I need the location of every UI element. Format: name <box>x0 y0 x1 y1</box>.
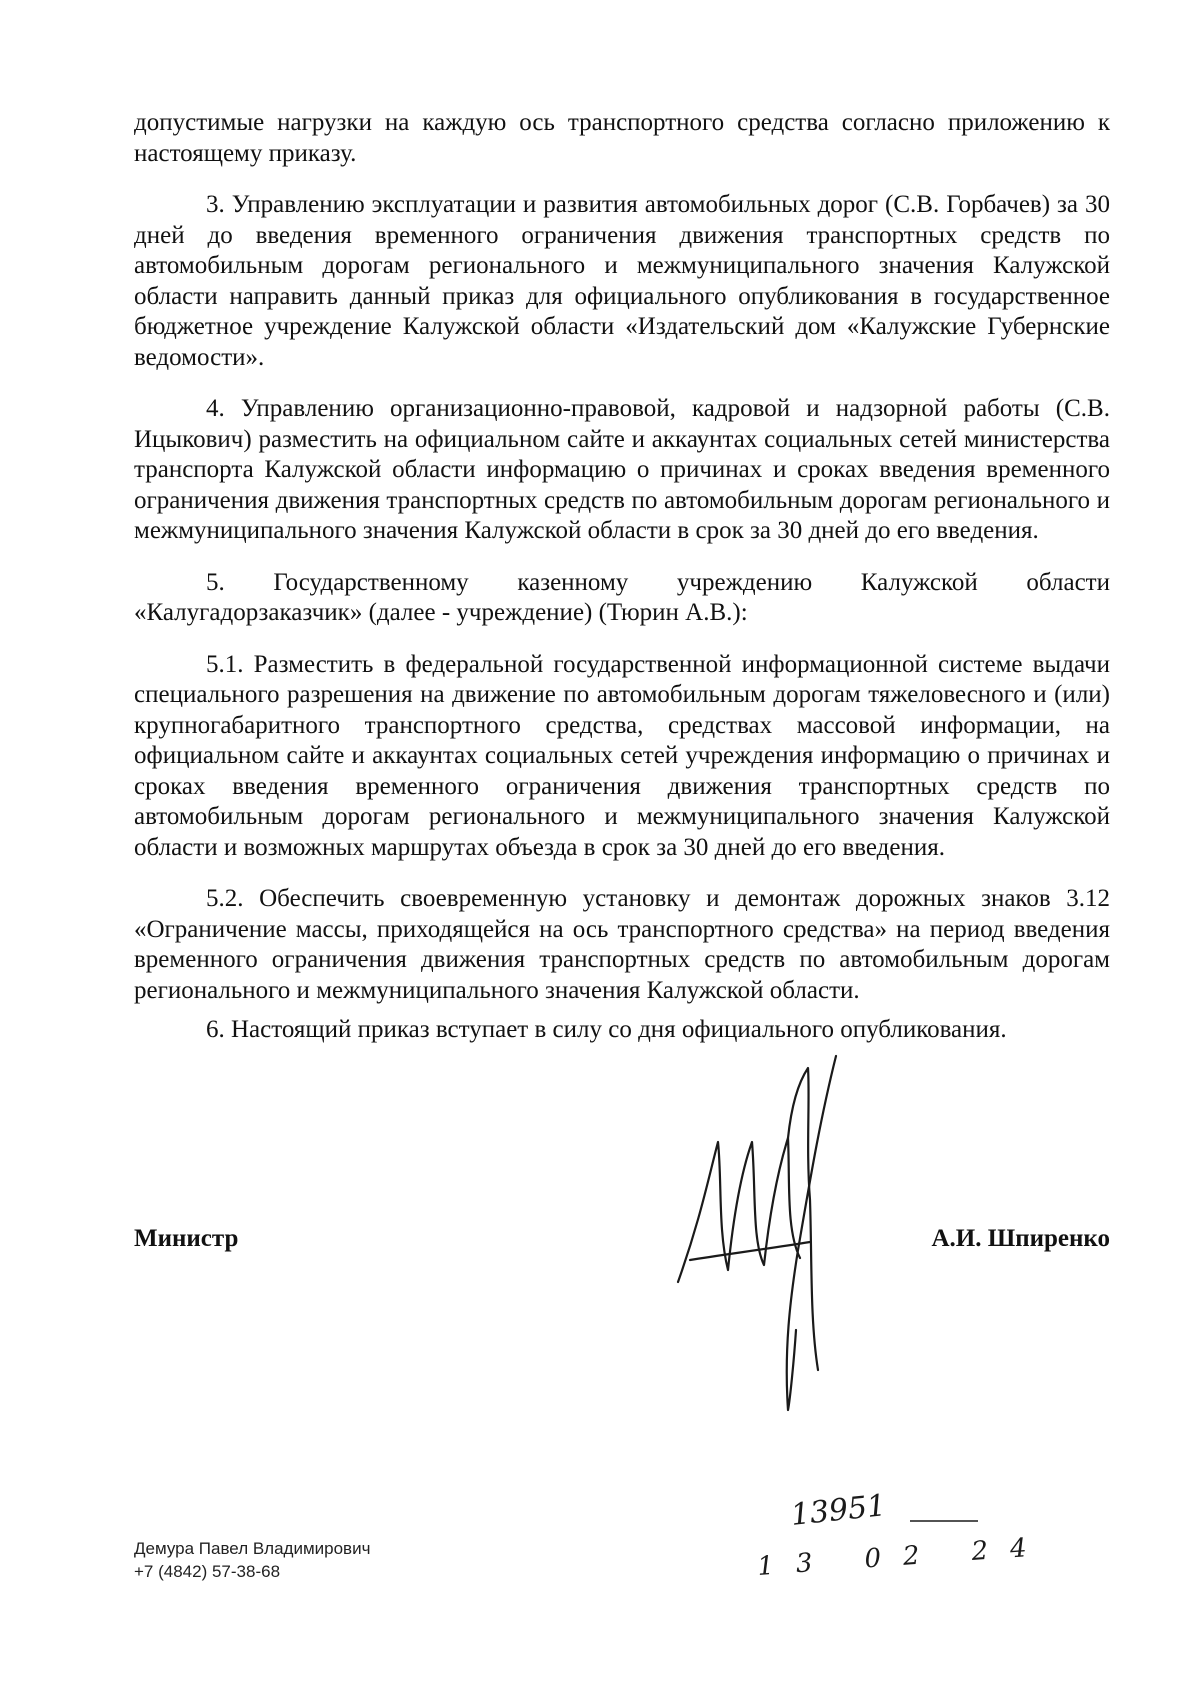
position-title: Министр <box>134 1225 239 1252</box>
registration-number: 13951 <box>789 1488 888 1533</box>
registration-date: 13 02 24 <box>756 1531 1050 1582</box>
paragraph-6: 6. Настоящий приказ вступает в силу со дня официального опубликования. <box>206 1016 1007 1043</box>
signer-name: А.И. Шпиренко <box>931 1225 1110 1252</box>
contact-name: Демура Павел Владимирович <box>134 1539 371 1558</box>
contact-phone: +7 (4842) 57-38-68 <box>134 1562 281 1581</box>
contact-info <box>134 1537 370 1583</box>
paragraph-continuation: допустимые нагрузки на каждую ось транспортного средства согласно приложению к настоящему приказу. <box>134 109 1110 167</box>
paragraph-5-2: 5.2. Обеспечить своевременную установку и демонтаж дорожных знаков 3.12 «Ограничение массы, приходящейся на ось транспортного средства» на период введения временного ограничения движения транспортных средств по автомобильным дорогам регионального и межмуниципального значения Калужской области. <box>134 885 1110 1004</box>
handwritten-registration-note <box>730 1485 1050 1585</box>
paragraph-4: 4. Управлению организационно-правовой, кадровой и надзорной работы (С.В. Ицыкович) разместить на официальном сайте и аккаунтах социальных сетей министерства транспорта Калужской области информацию о причинах и сроках введения временного ограничения движения транспортных средств по автомобильным дорогам регионального и межмуниципального значения Калужской области в срок за 30 дней до его введения. <box>134 395 1110 544</box>
handwritten-signature <box>660 1060 920 1420</box>
paragraph-5-1: 5.1. Разместить в федеральной государственной информационной системе выдачи специального разрешения на движение по автомобильным дорогам тяжеловесного и (или) крупногабаритного транспортного средства, средствах массовой информации, на официальном сайте и аккаунтах социальных сетей учреждения информацию о причинах и сроках введения временного ограничения движения транспортных средств по автомобильным дорогам регионального и межмуниципального значения Калужской области и возможных маршрутах объезда в срок за 30 дней до его введения. <box>134 650 1110 861</box>
paragraph-3: 3. Управлению эксплуатации и развития автомобильных дорог (С.В. Горбачев) за 30 дней до введения временного ограничения движения транспортных средств по автомобильным дорогам регионального и межмуниципального значения Калужской области направить данный приказ для официального опубликования в государственное бюджетное учреждение Калужской области «Издательский дом «Калужские Губернские ведомости». <box>134 191 1110 371</box>
document-body <box>134 108 1110 1046</box>
paragraph-5: 5. Государственному казенному учреждению Калужской области «Калугадорзаказчик» (далее - учреждение) (Тюрин А.В.): <box>134 568 1110 626</box>
